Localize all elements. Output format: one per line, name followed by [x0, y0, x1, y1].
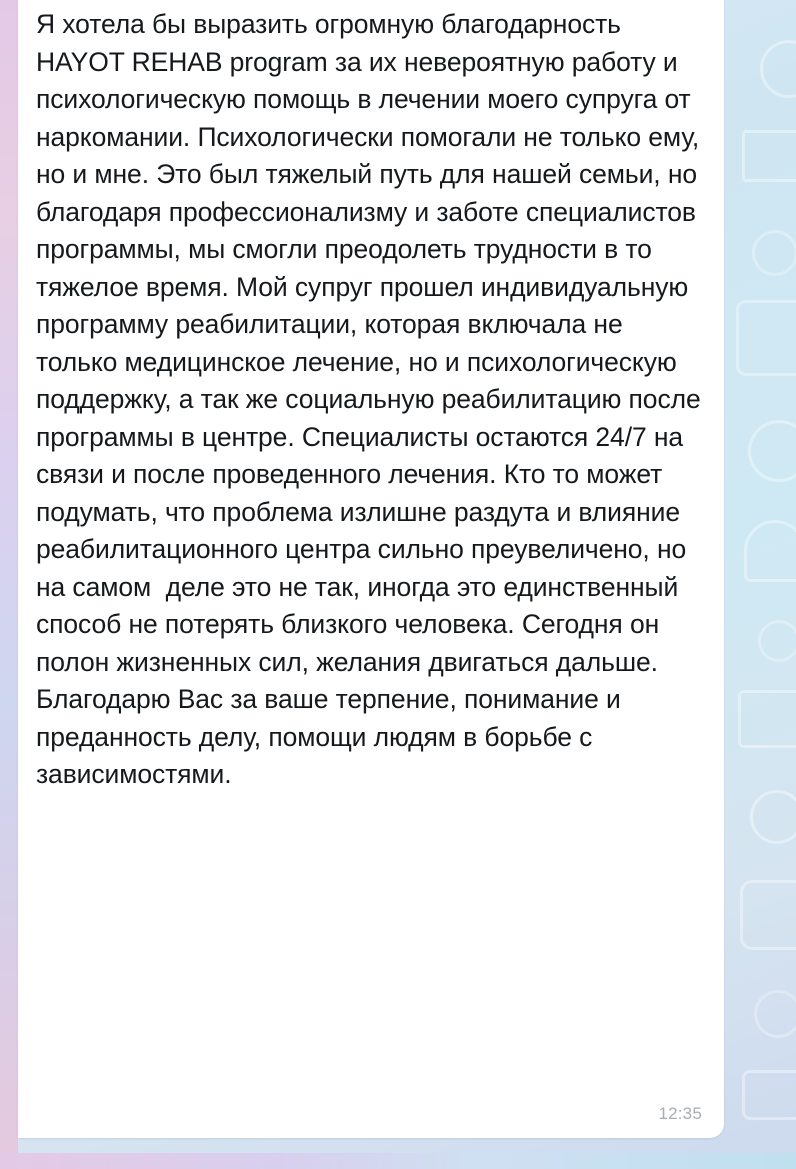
wallpaper-left-gradient — [0, 0, 18, 1169]
message-timestamp: 12:35 — [658, 1104, 702, 1123]
wallpaper-bottom-gradient — [0, 1153, 796, 1169]
message-text: Я хотела бы выразить огромную благодарность HAYOT REHAB program за их невероятную работу и психологическую помощь в лечении моего супруга от наркомании. Психологически помогали не только ему, но и мне. Это был тяжелый путь для нашей семьи, но благодаря профессионализму и заботе специалистов программы, мы смогли преодолеть трудности в то тяжелое время. Мой супруг прошел индивидуальную программу реабилитации, которая включала не только медицинское лечение, но и психологическую поддержку, а так же социальную реабилитацию после программы в центре. Специалисты остаются 24/7 на связи и после проведенного лечения. Кто то может подумать, что проблема излишне раздута и влияние реабилитационного центра сильно преувеличено, но на самом деле это не так, иногда это единственный способ не потерять близкого человека. Сегодня он полон жизненных сил, желания двигаться дальше. Благодарю Вас за ваше терпение, понимание и преданность делу, помощи людям в борьбе с зависимостями. — [36, 9, 708, 789]
message-bubble[interactable] — [18, 0, 724, 1138]
